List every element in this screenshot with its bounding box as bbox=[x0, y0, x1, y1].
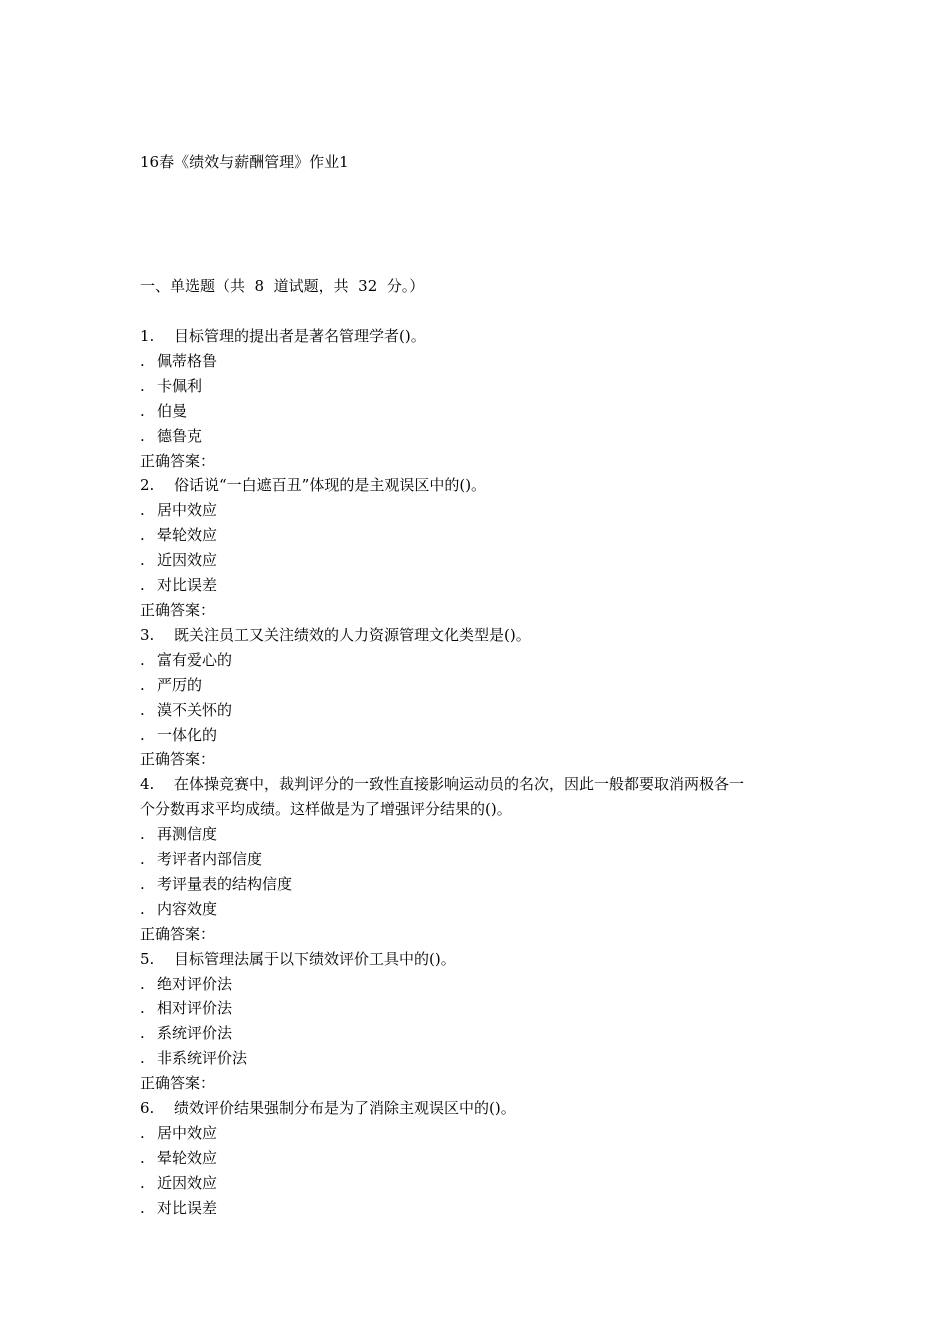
option-text: 一体化的 bbox=[157, 725, 218, 744]
question-stem bbox=[140, 324, 820, 349]
answer-option bbox=[140, 673, 820, 698]
question-stem bbox=[140, 772, 820, 797]
answer-option bbox=[140, 723, 820, 748]
answer-option bbox=[140, 648, 820, 673]
question-text: 绩效评价结果强制分布是为了消除主观误区中的()。 bbox=[174, 1099, 516, 1118]
answer-option bbox=[140, 996, 820, 1021]
answer-option bbox=[140, 872, 820, 897]
option-text: 考评者内部信度 bbox=[157, 850, 263, 869]
answer-option bbox=[140, 424, 820, 449]
section-heading: 一、单选题（共 8 道试题，共 32 分。） bbox=[140, 277, 425, 295]
option-text: 晕轮效应 bbox=[157, 1148, 218, 1167]
option-marker: . bbox=[140, 1024, 145, 1043]
option-text: 考评量表的结构信度 bbox=[157, 874, 293, 893]
option-marker: . bbox=[140, 426, 145, 445]
option-marker: . bbox=[140, 351, 145, 370]
option-text: 近因效应 bbox=[157, 551, 218, 570]
option-text: 绝对评价法 bbox=[157, 974, 233, 993]
question-stem bbox=[140, 473, 820, 498]
answer-option bbox=[140, 1196, 820, 1221]
option-marker: . bbox=[140, 675, 145, 694]
option-marker: . bbox=[140, 576, 145, 595]
answer-option bbox=[140, 897, 820, 922]
answer-option bbox=[140, 972, 820, 997]
option-text: 对比误差 bbox=[157, 1198, 218, 1217]
option-marker: . bbox=[140, 401, 145, 420]
question-stem bbox=[140, 1096, 820, 1121]
question-item bbox=[140, 947, 820, 1096]
option-text: 内容效度 bbox=[157, 899, 218, 918]
option-marker: . bbox=[140, 999, 145, 1018]
option-marker: . bbox=[140, 1124, 145, 1142]
answer-option bbox=[140, 847, 820, 872]
question-list bbox=[140, 324, 820, 1221]
document-title: 16春《绩效与薪酬管理》作业1 bbox=[140, 153, 349, 171]
option-text: 漠不关怀的 bbox=[157, 700, 233, 719]
option-marker: . bbox=[140, 526, 145, 545]
question-number: 1. bbox=[140, 327, 155, 345]
option-marker: . bbox=[140, 1198, 145, 1217]
question-number: 5. bbox=[140, 949, 155, 968]
option-marker: . bbox=[140, 551, 145, 570]
answer-option bbox=[140, 1146, 820, 1171]
answer-option bbox=[140, 1171, 820, 1196]
option-marker: . bbox=[140, 725, 145, 744]
answer-option bbox=[140, 548, 820, 573]
option-marker: . bbox=[140, 974, 145, 993]
option-marker: . bbox=[140, 501, 145, 520]
question-text: 俗话说“一白遮百丑”体现的是主观误区中的()。 bbox=[174, 476, 487, 495]
correct-answer-label: 正确答案： bbox=[140, 451, 216, 470]
answer-option bbox=[140, 498, 820, 523]
answer-option bbox=[140, 1121, 820, 1146]
correct-answer-label: 正确答案： bbox=[140, 924, 216, 943]
option-text: 系统评价法 bbox=[157, 1024, 233, 1043]
option-text: 居中效应 bbox=[157, 501, 218, 520]
correct-answer-label: 正确答案： bbox=[140, 1074, 216, 1093]
option-text: 晕轮效应 bbox=[157, 526, 218, 545]
answer-option bbox=[140, 1021, 820, 1046]
question-item bbox=[140, 324, 820, 473]
question-stem bbox=[140, 623, 820, 648]
question-text: 目标管理法属于以下绩效评价工具中的()。 bbox=[174, 949, 456, 968]
option-marker: . bbox=[140, 376, 145, 395]
option-marker: . bbox=[140, 1173, 145, 1192]
option-text: 德鲁克 bbox=[157, 426, 203, 445]
question-item bbox=[140, 772, 820, 946]
answer-option bbox=[140, 374, 820, 399]
option-text: 佩蒂格鲁 bbox=[157, 351, 218, 370]
answer-option bbox=[140, 1046, 820, 1071]
answer-option bbox=[140, 698, 820, 723]
answer-option bbox=[140, 523, 820, 548]
option-marker: . bbox=[140, 700, 145, 719]
option-marker: . bbox=[140, 1049, 145, 1068]
correct-answer-label: 正确答案： bbox=[140, 600, 216, 619]
question-text: 既关注员工又关注绩效的人力资源管理文化类型是()。 bbox=[174, 625, 531, 644]
question-stem bbox=[140, 947, 820, 972]
question-item bbox=[140, 1096, 820, 1221]
option-text: 居中效应 bbox=[157, 1124, 218, 1142]
question-text-continued: 个分数再求平均成绩。这样做是为了增强评分结果的()。 bbox=[140, 800, 512, 819]
option-text: 相对评价法 bbox=[157, 999, 233, 1018]
option-text: 严厉的 bbox=[157, 675, 203, 694]
answer-option bbox=[140, 822, 820, 847]
question-number: 6. bbox=[140, 1099, 155, 1118]
option-marker: . bbox=[140, 650, 145, 669]
question-text: 目标管理的提出者是著名管理学者()。 bbox=[174, 327, 426, 345]
option-marker: . bbox=[140, 874, 145, 893]
question-text: 在体操竞赛中，裁判评分的一致性直接影响运动员的名次，因此一般都要取消两极各一 bbox=[174, 775, 745, 794]
option-marker: . bbox=[140, 899, 145, 918]
answer-option bbox=[140, 399, 820, 424]
option-marker: . bbox=[140, 1148, 145, 1167]
option-text: 伯曼 bbox=[157, 401, 188, 420]
option-marker: . bbox=[140, 850, 145, 869]
option-text: 再测信度 bbox=[157, 825, 218, 844]
answer-option bbox=[140, 349, 820, 374]
question-item bbox=[140, 623, 820, 772]
option-text: 卡佩利 bbox=[157, 376, 203, 395]
question-item bbox=[140, 473, 820, 622]
correct-answer-label: 正确答案： bbox=[140, 750, 216, 769]
question-number: 3. bbox=[140, 625, 155, 644]
question-number: 2. bbox=[140, 476, 155, 495]
option-text: 近因效应 bbox=[157, 1173, 218, 1192]
option-text: 非系统评价法 bbox=[157, 1049, 248, 1068]
option-marker: . bbox=[140, 825, 145, 844]
question-number: 4. bbox=[140, 775, 155, 794]
answer-option bbox=[140, 573, 820, 598]
option-text: 对比误差 bbox=[157, 576, 218, 595]
option-text: 富有爱心的 bbox=[157, 650, 233, 669]
